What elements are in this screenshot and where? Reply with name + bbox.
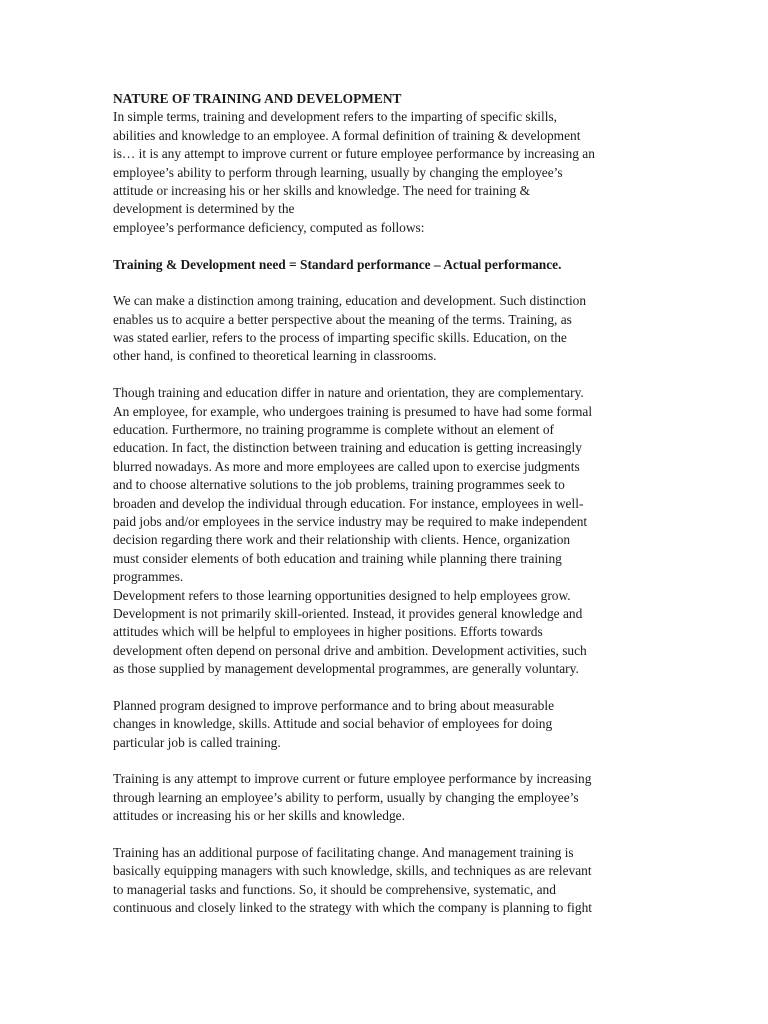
document-body: [113, 90, 661, 918]
text-line: must consider elements of both education and training while planning there training: [113, 550, 562, 566]
text-line: was stated earlier, refers to the process of imparting specific skills. Education, on the: [113, 330, 567, 346]
paragraph-gap: [113, 237, 661, 255]
text-line: In simple terms, training and development refers to the imparting of specific skills,: [113, 109, 558, 125]
text-line: as those supplied by management developmental programmes, are generally voluntary.: [113, 661, 579, 677]
text-line: attitudes or increasing his or her skills and knowledge.: [113, 808, 405, 824]
text-line: An employee, for example, who undergoes training is presumed to have had some formal: [113, 403, 593, 419]
text-line: development is determined by the: [113, 201, 295, 217]
text-line: continuous and closely linked to the strategy with which the company is planning to fight: [113, 900, 593, 916]
text-line: attitudes which will be helpful to employees in higher positions. Efforts towards: [113, 624, 543, 640]
paragraph-gap: [113, 274, 661, 292]
formula-line: Training & Development need = Standard performance – Actual performance.: [113, 256, 562, 272]
text-line: employee’s ability to perform through learning, usually by changing the employee’s: [113, 164, 563, 180]
paragraph-gap: [113, 366, 661, 384]
text-line: Planned program designed to improve performance and to bring about measurable: [113, 697, 555, 713]
text-line: Though training and education differ in nature and orientation, they are complementary.: [113, 385, 584, 401]
text-line: Training is any attempt to improve current or future employee performance by increasing: [113, 771, 592, 787]
text-line: blurred nowadays. As more and more employees are called upon to exercise judgments: [113, 458, 580, 474]
text-line: other hand, is confined to theoretical learning in classrooms.: [113, 348, 437, 364]
document-title: NATURE OF TRAINING AND DEVELOPMENT: [113, 91, 402, 106]
text-line: to managerial tasks and functions. So, it should be comprehensive, systematic, and: [113, 881, 556, 897]
complementary-paragraph: [113, 384, 661, 678]
text-line: particular job is called training.: [113, 734, 281, 750]
paragraph-gap: [113, 826, 661, 844]
text-line: abilities and knowledge to an employee. A formal definition of training & development: [113, 127, 581, 143]
text-line: attitude or increasing his or her skills and knowledge. The need for training &: [113, 182, 530, 198]
text-line: decision regarding there work and their relationship with clients. Hence, organization: [113, 532, 571, 548]
text-line: employee’s performance deficiency, computed as follows:: [113, 219, 425, 235]
text-line: through learning an employee’s ability to perform, usually by changing the employee’s: [113, 789, 579, 805]
text-line: education. Furthermore, no training programme is complete without an element of: [113, 422, 555, 438]
paragraph-gap: [113, 679, 661, 697]
text-line: broaden and develop the individual through education. For instance, employees in well-: [113, 495, 584, 511]
text-line: programmes.: [113, 569, 184, 585]
text-line: Development is not primarily skill-oriented. Instead, it provides general knowledge and: [113, 605, 583, 621]
text-line: education. In fact, the distinction between training and education is getting increasingly: [113, 440, 582, 456]
text-line: We can make a distinction among training, education and development. Such distinction: [113, 293, 587, 309]
intro-paragraph: [113, 108, 661, 237]
distinction-paragraph: [113, 292, 661, 366]
text-line: and to choose alternative solutions to the job problems, training programmes seek to: [113, 477, 565, 493]
text-line: Development refers to those learning opportunities designed to help employees grow.: [113, 587, 571, 603]
training-attempt-paragraph: [113, 770, 661, 825]
text-line: is… it is any attempt to improve current or future employee performance by increasing an: [113, 146, 595, 162]
paragraph-gap: [113, 752, 661, 770]
text-line: paid jobs and/or employees in the service industry may be required to make independent: [113, 513, 588, 529]
training-purpose-paragraph: [113, 844, 661, 918]
text-line: changes in knowledge, skills. Attitude and social behavior of employees for doing: [113, 716, 553, 732]
text-line: enables us to acquire a better perspective about the meaning of the terms. Training, as: [113, 311, 572, 327]
planned-program-paragraph: [113, 697, 661, 752]
text-line: development often depend on personal drive and ambition. Development activities, such: [113, 642, 587, 658]
text-line: Training has an additional purpose of facilitating change. And management training is: [113, 845, 574, 861]
text-line: basically equipping managers with such knowledge, skills, and techniques as are relevant: [113, 863, 592, 879]
